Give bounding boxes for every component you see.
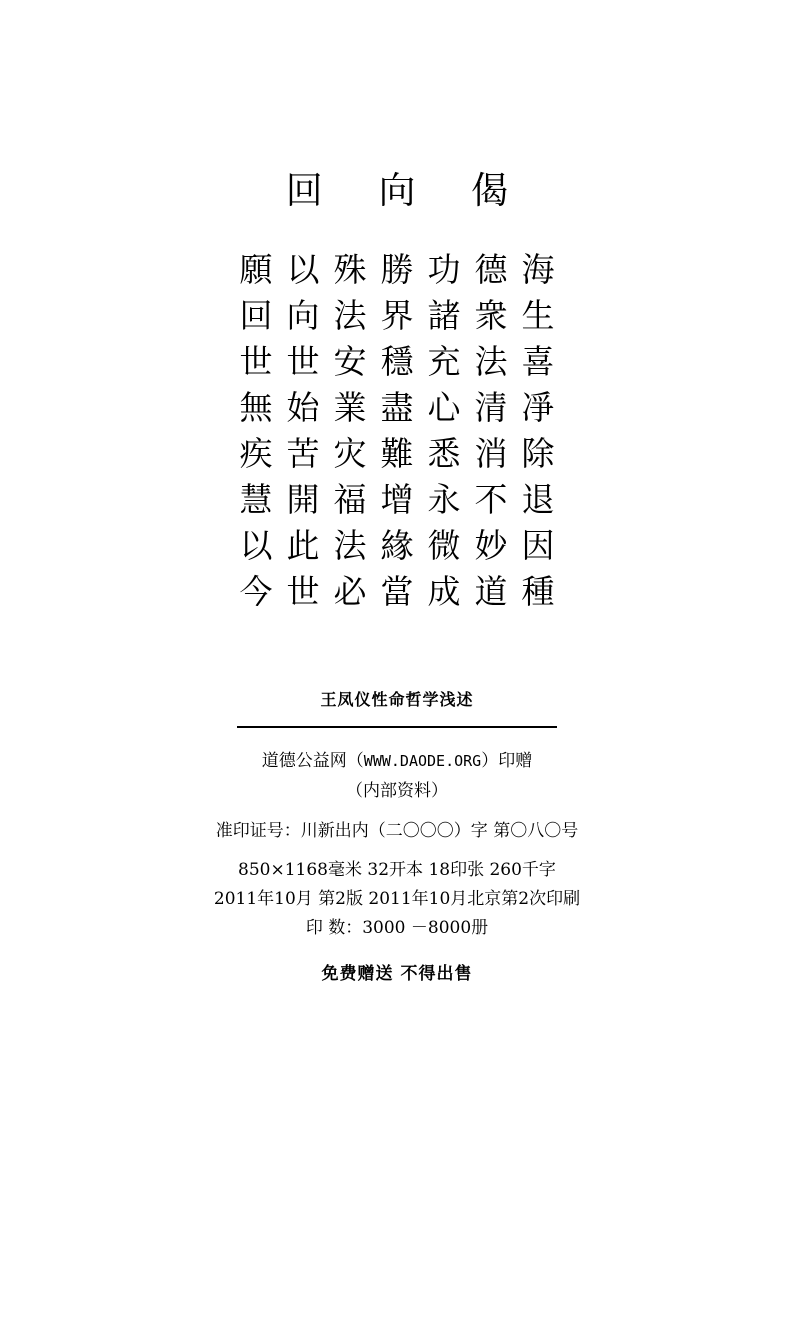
verse-row [233,293,562,339]
verse-char: 當 [380,572,414,611]
verse-char: 勝 [380,250,414,289]
verse-char: 世 [286,572,320,611]
verse-char: 永 [427,480,461,519]
verse-char: 退 [521,480,555,519]
verse-char: 增 [380,480,414,519]
verse-char: 緣 [380,526,414,565]
verse-char: 以 [286,250,320,289]
verse-row [233,523,562,569]
verse-char: 海 [521,250,555,289]
verse-char: 因 [521,526,555,565]
free-notice: 免费赠送 不得出售 [321,964,473,984]
verse-char: 開 [286,480,320,519]
verse-char: 不 [474,480,508,519]
verse-char: 福 [333,480,367,519]
verse-char: 此 [286,526,320,565]
verse-char: 殊 [333,250,367,289]
verse-char: 諸 [427,296,461,335]
verse-row [233,477,562,523]
verse-row [233,247,562,293]
verse-heading: 回 向 偈 [285,169,531,212]
verse-char: 世 [286,342,320,381]
verse-char: 心 [427,388,461,427]
verse-char: 充 [427,342,461,381]
verse-char: 生 [521,296,555,335]
verse-char: 今 [239,572,273,611]
verse-char: 妙 [474,526,508,565]
verse-char: 無 [239,388,273,427]
verse-char: 德 [474,250,508,289]
verse-char: 清 [474,388,508,427]
verse-char: 回 [239,296,273,335]
colophon [0,687,794,984]
verse-char: 道 [474,572,508,611]
verse-char: 安 [333,342,367,381]
verse-row [233,339,562,385]
verse-char: 始 [286,388,320,427]
edition-line: 2011年10月 第2版 2011年10月北京第2次印刷 [213,889,581,909]
donor-prefix: 道德公益网（ [261,751,364,771]
verse-char: 業 [333,388,367,427]
verse-char: 衆 [474,296,508,335]
verse-char: 必 [333,572,367,611]
verse-char: 界 [380,296,414,335]
print-run-line: 印 数：3000 －8000册 [305,918,489,938]
verse-char: 法 [333,296,367,335]
verse-char: 世 [239,342,273,381]
verse-char: 疾 [239,434,273,473]
verse-row [233,431,562,477]
divider-rule [237,726,557,728]
verse-char: 法 [474,342,508,381]
verse-char: 法 [333,526,367,565]
verse-char: 種 [521,572,555,611]
verse-char: 難 [380,434,414,473]
donor-url: WWW.DAODE.ORG [363,752,482,770]
verse-char: 願 [239,250,273,289]
spec-line: 850×1168毫米 32开本 18印张 260千字 [238,860,556,880]
verse-row [233,569,562,615]
spacer [0,846,794,856]
verse-char: 消 [474,434,508,473]
verse-char: 功 [427,250,461,289]
verse-char: 苦 [286,434,320,473]
verse-char: 以 [239,526,273,565]
verse-char: 喜 [521,342,555,381]
verse-grid [0,247,794,615]
verse-char: 穩 [380,342,414,381]
donor-line [0,746,794,776]
verse-char: 盡 [380,388,414,427]
verse-char: 凈 [521,388,555,427]
spacer [0,806,794,816]
verse-char: 微 [427,526,461,565]
verse-row [233,385,562,431]
verse-char: 向 [286,296,320,335]
book-title: 王凤仪性命哲学浅述 [320,690,474,709]
verse-char: 灾 [333,434,367,473]
verse-char: 成 [427,572,461,611]
verse-char: 慧 [239,480,273,519]
internal-note: （内部资料） [346,781,448,801]
verse-char: 除 [521,434,555,473]
verse-char: 悉 [427,434,461,473]
approval-number: 准印证号：川新出内（二〇〇〇）字 第〇八〇号 [215,821,579,841]
donor-suffix: ）印赠 [481,751,533,771]
